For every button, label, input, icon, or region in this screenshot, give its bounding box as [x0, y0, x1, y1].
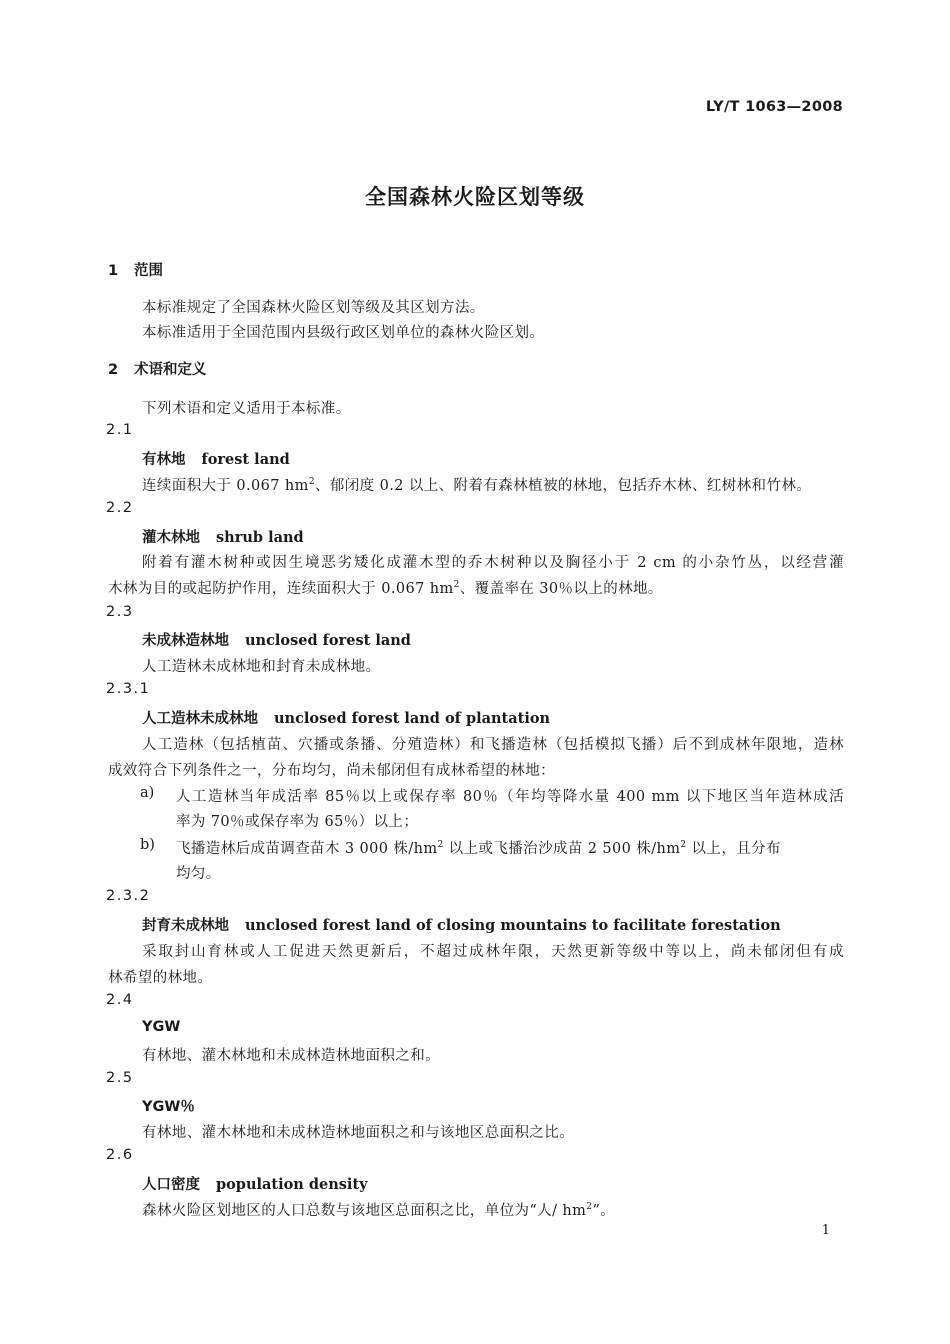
scope-paragraph-2: 本标准适用于全国范围内县级行政区划单位的森林火险区划。 [142, 325, 545, 341]
definition-plantation-line1: 人工造林（包括植苗、穴播或条播、分殖造林）和飞播造林（包括模拟飞播）后不到成林年限地，造林 [142, 737, 844, 753]
section-1-heading [108, 259, 163, 280]
term-en: shrub land [216, 529, 304, 546]
term-zh: 人工造林未成林地 [142, 711, 258, 727]
term-zh: YGW％ [142, 1099, 195, 1115]
term-en: unclosed forest land of closing mountains to facilitate forestation [245, 917, 781, 934]
term-zh: 封育未成林地 [142, 918, 229, 934]
definition-plantation-line2: 成效符合下列条件之一，分布均匀，尚未郁闭但有成林希望的林地： [108, 763, 555, 779]
page-number: 1 [821, 1223, 830, 1238]
def-text: 以上或飞播治沙成苗 2 500 株/hm [443, 841, 681, 857]
definition-unclosed-forest-land: 人工造林未成林地和封育未成林地。 [142, 659, 381, 675]
section-number: 1 [108, 263, 119, 279]
list-item-b-line2: 均匀。 [176, 866, 221, 882]
def-text: 、覆盖率在 30％以上的林地。 [459, 581, 663, 597]
superscript: 2 [453, 580, 460, 590]
superscript: 2 [308, 477, 315, 487]
definition-shrub-land-line2 [108, 577, 844, 598]
def-text: 、郁闭度 0.2 以上、附着有森林植被的林地，包括乔木林、红树林和竹林。 [314, 478, 812, 494]
terms-intro: 下列术语和定义适用于本标准。 [142, 401, 351, 417]
term-en: forest land [201, 451, 290, 468]
term-zh: 有林地 [142, 452, 186, 468]
definition-closing-line1: 采取封山育林或人工促进天然更新后，不超过成林年限，天然更新等级中等以上，尚未郁闭但有成 [142, 944, 844, 960]
definition-forest-land [142, 474, 844, 495]
definition-ygw-percent: 有林地、灌木林地和未成林造林地面积之和与该地区总面积之比。 [142, 1125, 575, 1141]
list-item-a-line2: 率为 70％或保存率为 65％）以上； [176, 814, 419, 830]
scope-paragraph-1: 本标准规定了全国森林火险区划等级及其区划方法。 [142, 300, 485, 316]
definition-population-density [142, 1199, 844, 1220]
clause-number-2-3: 2.3 [106, 604, 134, 620]
clause-number-2-1: 2.1 [106, 422, 134, 438]
term-shrub-land [142, 526, 304, 547]
superscript: 2 [586, 1202, 593, 1212]
term-ygw [142, 1018, 180, 1035]
standard-number: LY/T 1063—2008 [705, 99, 843, 115]
list-marker-b: b) [140, 837, 155, 853]
definition-shrub-land-line1: 附着有灌木树种或因生境恶劣矮化成灌木型的乔木树种以及胸径小于 2 cm 的小杂竹丛，以经营灌 [142, 555, 844, 571]
clause-number-2-5: 2.5 [106, 1070, 134, 1086]
superscript: 2 [437, 840, 444, 850]
section-title: 范围 [134, 263, 163, 279]
list-item-b-line1 [176, 837, 844, 858]
section-2-heading [108, 358, 207, 379]
list-marker-a: a) [140, 785, 155, 801]
def-text: 森林火险区划地区的人口总数与该地区总面积之比，单位为“人/ hm [142, 1203, 587, 1219]
superscript: 2 [680, 840, 687, 850]
document-title: 全国森林火险区划等级 [365, 185, 585, 209]
def-text: 木林为目的或起防护作用，连续面积大于 0.067 hm [108, 581, 454, 597]
definition-ygw: 有林地、灌木林地和未成林造林地面积之和。 [142, 1048, 440, 1064]
section-title: 术语和定义 [134, 362, 207, 378]
term-forest-land [142, 448, 290, 469]
term-ygw-percent [142, 1095, 195, 1116]
term-unclosed-forest-land [142, 629, 411, 650]
clause-number-2-6: 2.6 [106, 1147, 134, 1163]
term-closing-mountains [142, 914, 781, 935]
def-text: 飞播造林后成苗调查苗木 3 000 株/hm [176, 841, 438, 857]
term-population-density [142, 1173, 368, 1194]
term-en: population density [216, 1176, 368, 1193]
def-text: 以上，且分布 [686, 841, 781, 857]
term-zh: 灌木林地 [142, 530, 200, 546]
list-item-a-line1: 人工造林当年成活率 85％以上或保存率 80％（年均等降水量 400 mm 以下地区当年造林成活 [176, 789, 844, 805]
clause-number-2-2: 2.2 [106, 500, 134, 516]
clause-number-2-4: 2.4 [106, 992, 134, 1008]
term-zh: 未成林造林地 [142, 633, 229, 649]
clause-number-2-3-2: 2.3.2 [106, 888, 151, 904]
definition-closing-line2: 林希望的林地。 [108, 970, 213, 986]
term-en: unclosed forest land [245, 632, 411, 649]
term-plantation [142, 707, 550, 728]
term-zh: 人口密度 [142, 1177, 200, 1193]
section-number: 2 [108, 362, 119, 378]
term-zh: YGW [142, 1019, 181, 1035]
term-en: unclosed forest land of plantation [274, 710, 551, 727]
clause-number-2-3-1: 2.3.1 [106, 681, 151, 697]
def-text: ”。 [592, 1203, 616, 1219]
def-text: 连续面积大于 0.067 hm [142, 478, 309, 494]
